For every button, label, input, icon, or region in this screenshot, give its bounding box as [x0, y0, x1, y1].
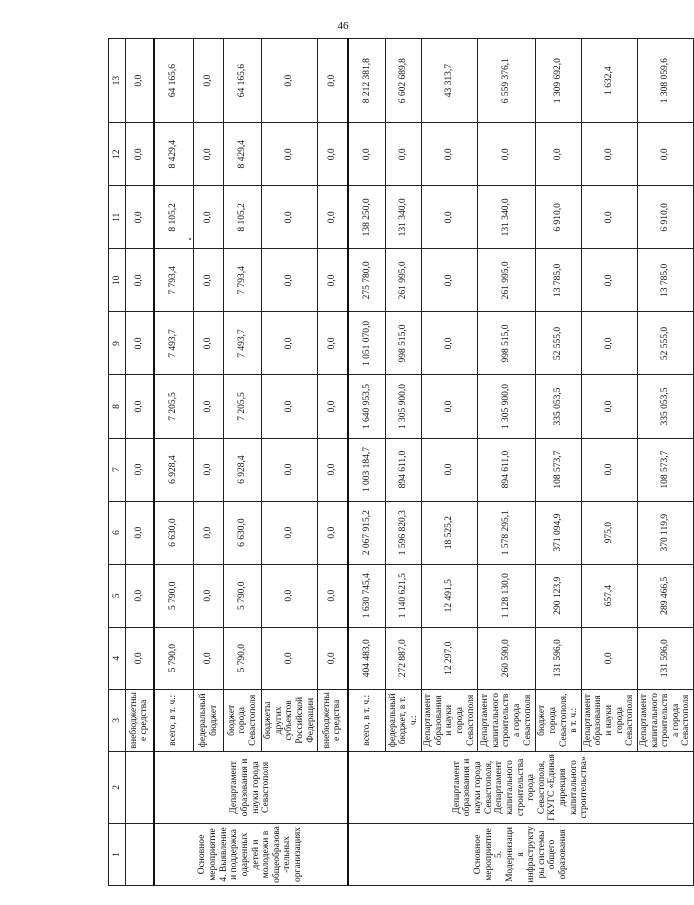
- funding-source-cell: внебюджетные средства: [126, 689, 154, 751]
- amount-cell: 5 790,0: [224, 564, 262, 627]
- amount-cell: 290 123,9: [536, 564, 582, 627]
- amount-cell: 1 596 820,3: [386, 501, 422, 564]
- amount-cell: 1 128 130,0: [478, 564, 536, 627]
- amount-cell: 657,4: [581, 564, 637, 627]
- amount-cell: 7 205,5: [224, 375, 262, 438]
- amount-cell: 272 887,0: [386, 627, 422, 689]
- amount-cell: 1 305 900,0: [478, 375, 536, 438]
- amount-cell: 64 165,6: [154, 39, 194, 123]
- amount-cell: 0,0: [536, 123, 582, 186]
- amount-cell: 0,0: [262, 564, 318, 627]
- amount-cell: 1 305 900,0: [386, 375, 422, 438]
- amount-cell: 0,0: [194, 39, 224, 123]
- amount-cell: 894 611,0: [478, 438, 536, 501]
- amount-cell: 1 630 745,4: [348, 564, 386, 627]
- amount-cell: 5 790,0: [224, 627, 262, 689]
- amount-cell: 108 573,7: [536, 438, 582, 501]
- amount-cell: 0,0: [318, 312, 348, 375]
- amount-cell: 0,0: [318, 438, 348, 501]
- funding-source-cell: Департамент капитального строительства города Севастополя: [478, 689, 536, 751]
- amount-cell: 52 555,0: [536, 312, 582, 375]
- amount-cell: 0,0: [318, 564, 348, 627]
- amount-cell: 0,0: [126, 375, 154, 438]
- amount-cell: 5 790,0: [154, 627, 194, 689]
- column-number-header: 2: [109, 751, 126, 823]
- amount-cell: 131 596,0: [637, 627, 693, 689]
- amount-cell: 0,0: [581, 123, 637, 186]
- amount-cell: 1 051 070,0: [348, 312, 386, 375]
- amount-cell: 0,0: [581, 375, 637, 438]
- amount-cell: 5 790,0: [154, 564, 194, 627]
- funding-source-cell: всего, в т. ч.:: [348, 689, 386, 751]
- amount-cell: 0,0: [637, 123, 693, 186]
- amount-cell: 6 602 689,8: [386, 39, 422, 123]
- amount-cell: 0,0: [422, 375, 478, 438]
- amount-cell: 6 910,0: [637, 186, 693, 249]
- amount-cell: 0,0: [581, 438, 637, 501]
- amount-cell: 335 053,5: [637, 375, 693, 438]
- amount-cell: 18 525,2: [422, 501, 478, 564]
- amount-cell: 0,0: [194, 438, 224, 501]
- amount-cell: 0,0: [194, 627, 224, 689]
- funding-source-cell: бюджет города Севастополя, в т. ч.:: [536, 689, 582, 751]
- amount-cell: 0,0: [194, 312, 224, 375]
- funding-source-cell: федеральный бюджет, в т. ч.:: [386, 689, 422, 751]
- table-row: [154, 39, 194, 886]
- amount-cell: 64 165,6: [224, 39, 262, 123]
- amount-cell: 0,0: [126, 438, 154, 501]
- amount-cell: 1 003 184,7: [348, 438, 386, 501]
- amount-cell: 0,0: [262, 501, 318, 564]
- amount-cell: 0,0: [422, 123, 478, 186]
- table-row: [126, 39, 154, 886]
- amount-cell: 13 785,0: [536, 249, 582, 312]
- funding-source-cell: бюджет города Севастополя: [224, 689, 262, 751]
- amount-cell: 8 429,4: [224, 123, 262, 186]
- amount-cell: 6 910,0: [536, 186, 582, 249]
- amount-cell: 0,0: [194, 123, 224, 186]
- amount-cell: 0,0: [126, 39, 154, 123]
- column-number-header: 6: [109, 501, 126, 564]
- amount-cell: 0,0: [194, 186, 224, 249]
- amount-cell: 0,0: [422, 186, 478, 249]
- amount-cell: 261 995,0: [478, 249, 536, 312]
- amount-cell: 998 515,0: [478, 312, 536, 375]
- funding-source-cell: Департамент капитального строительства города Севастополя: [637, 689, 693, 751]
- activity-name-cell: [126, 823, 154, 885]
- amount-cell: 275 780,0: [348, 249, 386, 312]
- amount-cell: 6 928,4: [154, 438, 194, 501]
- amount-cell: 8 212 381,8: [348, 39, 386, 123]
- amount-cell: 138 250,0: [348, 186, 386, 249]
- amount-cell: 0,0: [262, 438, 318, 501]
- amount-cell: 0,0: [318, 375, 348, 438]
- amount-cell: 0,0: [348, 123, 386, 186]
- amount-cell: 8 429,4: [154, 123, 194, 186]
- amount-cell: 0,0: [194, 501, 224, 564]
- amount-cell: 7 793,4: [224, 249, 262, 312]
- amount-cell: 1 308 059,6: [637, 39, 693, 123]
- amount-cell: 7 493,7: [154, 312, 194, 375]
- column-number-header: 9: [109, 312, 126, 375]
- amount-cell: 6 928,4: [224, 438, 262, 501]
- amount-cell: 0,0: [262, 39, 318, 123]
- amount-cell: 7 493,7: [224, 312, 262, 375]
- page-number: 46: [337, 20, 349, 32]
- funding-source-cell: Департамент образования и науки города Севастополя: [581, 689, 637, 751]
- amount-cell: 261 995,0: [386, 249, 422, 312]
- amount-cell: 975,0: [581, 501, 637, 564]
- budget-table: [108, 38, 694, 886]
- amount-cell: 0,0: [262, 312, 318, 375]
- amount-cell: 6 630,0: [224, 501, 262, 564]
- amount-cell: 0,0: [262, 123, 318, 186]
- amount-cell: 1 309 692,0: [536, 39, 582, 123]
- activity-name-cell: Основное мероприятие 5. Модернизация инфраструктуры системы общего образования: [348, 823, 694, 885]
- amount-cell: 404 483,0: [348, 627, 386, 689]
- amount-cell: 8 105,2: [224, 186, 262, 249]
- amount-cell: 0,0: [318, 627, 348, 689]
- amount-cell: 0,0: [126, 123, 154, 186]
- column-number-header: 10: [109, 249, 126, 312]
- executor-cell: [126, 751, 154, 823]
- amount-cell: 1 632,4: [581, 39, 637, 123]
- amount-cell: 0,0: [194, 564, 224, 627]
- amount-cell: 0,0: [581, 186, 637, 249]
- amount-cell: 0,0: [262, 627, 318, 689]
- amount-cell: 0,0: [126, 312, 154, 375]
- executor-cell: Департамент образования и науки города Севастополя: [154, 751, 348, 823]
- amount-cell: 0,0: [126, 627, 154, 689]
- amount-cell: 0,0: [318, 123, 348, 186]
- amount-cell: 0,0: [318, 186, 348, 249]
- amount-cell: 52 555,0: [637, 312, 693, 375]
- amount-cell: 0,0: [318, 249, 348, 312]
- header-row: [109, 39, 126, 886]
- amount-cell: 0,0: [194, 375, 224, 438]
- funding-source-cell: бюджеты других субъектов Российской Федерации: [262, 689, 318, 751]
- amount-cell: 2 067 915,2: [348, 501, 386, 564]
- amount-cell: 371 094,9: [536, 501, 582, 564]
- amount-cell: 1 578 295,1: [478, 501, 536, 564]
- column-number-header: 5: [109, 564, 126, 627]
- rotated-table-container: [108, 38, 692, 886]
- amount-cell: 0,0: [318, 39, 348, 123]
- amount-cell: 8 105,2: [154, 186, 194, 249]
- amount-cell: 0,0: [478, 123, 536, 186]
- amount-cell: 12 491,5: [422, 564, 478, 627]
- table-row: [348, 39, 386, 886]
- rotated-table: [108, 38, 692, 886]
- column-number-header: 7: [109, 438, 126, 501]
- funding-source-cell: федеральный бюджет: [194, 689, 224, 751]
- column-number-header: 4: [109, 627, 126, 689]
- amount-cell: 12 297,0: [422, 627, 478, 689]
- amount-cell: 0,0: [262, 249, 318, 312]
- column-number-header: 13: [109, 39, 126, 123]
- amount-cell: 6 630,0: [154, 501, 194, 564]
- amount-cell: 0,0: [318, 501, 348, 564]
- amount-cell: 0,0: [581, 312, 637, 375]
- column-number-header: 8: [109, 375, 126, 438]
- amount-cell: 0,0: [262, 375, 318, 438]
- amount-cell: 7 793,4: [154, 249, 194, 312]
- amount-cell: 0,0: [126, 186, 154, 249]
- column-number-header: 1: [109, 823, 126, 885]
- amount-cell: 289 466,5: [637, 564, 693, 627]
- amount-cell: 131 340,0: [478, 186, 536, 249]
- amount-cell: 0,0: [422, 312, 478, 375]
- amount-cell: 0,0: [194, 249, 224, 312]
- amount-cell: 1 140 621,5: [386, 564, 422, 627]
- funding-source-cell: всего, в т. ч.:: [154, 689, 194, 751]
- amount-cell: 0,0: [126, 564, 154, 627]
- amount-cell: 894 611,0: [386, 438, 422, 501]
- amount-cell: 131 596,0: [536, 627, 582, 689]
- amount-cell: 998 515,0: [386, 312, 422, 375]
- amount-cell: 0,0: [581, 627, 637, 689]
- amount-cell: 0,0: [126, 501, 154, 564]
- amount-cell: 0,0: [581, 249, 637, 312]
- column-number-header: 3: [109, 689, 126, 751]
- funding-source-cell: Департамент образования и науки города Севастополя: [422, 689, 478, 751]
- activity-name-cell: Основное мероприятие 4. Выявление и поддержка одаренных детей и молодежи в общеобразова-тельных организациях: [154, 823, 348, 885]
- amount-cell: 131 340,0: [386, 186, 422, 249]
- amount-cell: 0,0: [422, 438, 478, 501]
- executor-cell: Департамент образования и науки города Севастополя, Департамент капитального строительства города Севастополя, ГКУГС «Единая дирекция капитального строительства»: [348, 751, 694, 823]
- amount-cell: 108 573,7: [637, 438, 693, 501]
- amount-cell: 260 590,0: [478, 627, 536, 689]
- amount-cell: 13 785,0: [637, 249, 693, 312]
- amount-cell: 0,0: [126, 249, 154, 312]
- column-number-header: 11: [109, 186, 126, 249]
- amount-cell: 7 205,5: [154, 375, 194, 438]
- amount-cell: 0,0: [262, 186, 318, 249]
- amount-cell: 0,0: [422, 249, 478, 312]
- amount-cell: 0,0: [386, 123, 422, 186]
- amount-cell: 335 053,5: [536, 375, 582, 438]
- funding-source-cell: внебюджетные средства: [318, 689, 348, 751]
- amount-cell: 1 640 953,5: [348, 375, 386, 438]
- amount-cell: 370 119,9: [637, 501, 693, 564]
- column-number-header: 12: [109, 123, 126, 186]
- amount-cell: 6 559 376,1: [478, 39, 536, 123]
- amount-cell: 43 313,7: [422, 39, 478, 123]
